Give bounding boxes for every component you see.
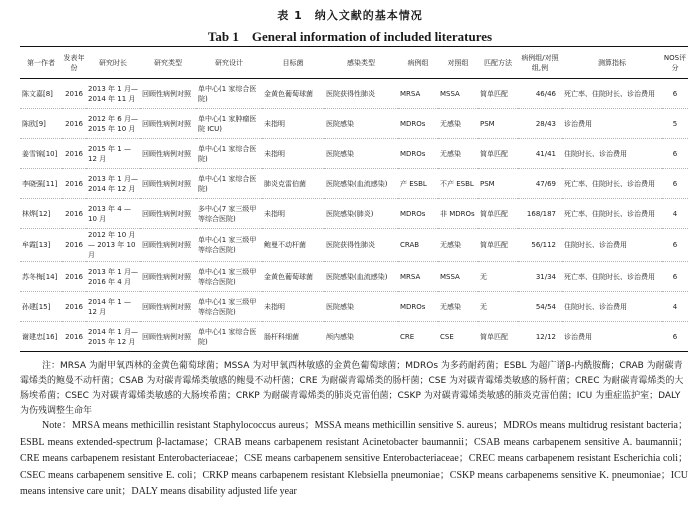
cell-study-type: 回顾性病例对照 — [140, 79, 196, 109]
cell-duration: 2014 年 1 — 12 月 — [86, 292, 140, 322]
table-row — [20, 169, 688, 199]
note-en-text: Note：MRSA means methicillin resistant Staphylococcus aureus；MSSA means methicillin sensitive S. aureus；MDROs means multidrug resistant bacteria；ESBL means extended-spectrum β-lactamase；CRAB means carbapenem resistant Acinetobacter baumannii；CSAB means carbapenem sensitive A. baumannii；CRE means carbapenem resistant Enterobacteriaceae；CSE means carbapenem sensitive Enterobacteriaceae；CREC means carbapenem resistant Escherichia coli；CSEC means carbapenem sensitive E. coli；CRKP means carbapenem resistant Klebsiella pneumoniae；CSKP means carbapenems sensitive K. pneumoniae；ICU means intensive care unit；DALY means disability adjusted life year — [20, 420, 688, 497]
cell-design: 单中心(1 家综合医院) — [196, 139, 262, 169]
header-infection-type: 感染类型 — [324, 47, 398, 79]
cell-author: 苏冬梅[14] — [20, 262, 62, 292]
cell-pathogen: 未指明 — [262, 199, 324, 229]
cell-matching: 简单匹配 — [478, 199, 518, 229]
cell-outcomes: 死亡率、住院时长、诊治费用 — [562, 79, 662, 109]
cell-infection-type: 医院感染 — [324, 292, 398, 322]
header-control-group: 对照组 — [438, 47, 478, 79]
cell-control-group: 无感染 — [438, 139, 478, 169]
table-row — [20, 79, 688, 109]
cell-matching: 无 — [478, 292, 518, 322]
cell-pathogen: 未指明 — [262, 139, 324, 169]
cell-year: 2016 — [62, 262, 86, 292]
cell-author: 谢建忠[16] — [20, 322, 62, 352]
cell-infection-type: 医院感染 — [324, 139, 398, 169]
cell-sample-size: 46/46 — [518, 79, 562, 109]
header-outcomes: 测算指标 — [562, 47, 662, 79]
cell-control-group: 无感染 — [438, 229, 478, 262]
header-nos-score: NOS评分 — [662, 47, 688, 79]
cell-year: 2016 — [62, 292, 86, 322]
cell-duration: 2013 年 1 月— 2014 年 12 月 — [86, 169, 140, 199]
cell-outcomes: 死亡率、住院时长、诊治费用 — [562, 262, 662, 292]
cell-year: 2016 — [62, 139, 86, 169]
table-header-row — [20, 47, 688, 79]
table-row — [20, 199, 688, 229]
cell-year: 2016 — [62, 322, 86, 352]
cell-sample-size: 54/54 — [518, 292, 562, 322]
cell-study-type: 回顾性病例对照 — [140, 262, 196, 292]
header-year: 发表年份 — [62, 47, 86, 79]
cell-year: 2016 — [62, 79, 86, 109]
cell-control-group: 不产 ESBL — [438, 169, 478, 199]
cell-duration: 2012 年 10 月— 2013 年 10 月 — [86, 229, 140, 262]
cell-control-group: MSSA — [438, 79, 478, 109]
cell-infection-type: 医院感染 — [324, 109, 398, 139]
cell-nos-score: 4 — [662, 199, 688, 229]
header-sample-size: 病例组/对照组,例 — [518, 47, 562, 79]
cell-sample-size: 47/69 — [518, 169, 562, 199]
cell-control-group: CSE — [438, 322, 478, 352]
cell-design: 单中心(1 家三级甲等综合医院) — [196, 229, 262, 262]
cell-study-type: 回顾性病例对照 — [140, 292, 196, 322]
cell-infection-type: 颅内感染 — [324, 322, 398, 352]
cell-matching: 无 — [478, 262, 518, 292]
cell-matching: 简单匹配 — [478, 139, 518, 169]
cell-design: 单中心(1 家三级甲等综合医院) — [196, 262, 262, 292]
cell-outcomes: 住院时长、诊治费用 — [562, 292, 662, 322]
cell-pathogen: 金黄色葡萄球菌 — [262, 79, 324, 109]
table-row — [20, 229, 688, 262]
table-row — [20, 322, 688, 352]
cell-outcomes: 死亡率、住院时长、诊治费用 — [562, 199, 662, 229]
cell-outcomes: 住院时长、诊治费用 — [562, 229, 662, 262]
cell-nos-score: 6 — [662, 139, 688, 169]
cell-pathogen: 未指明 — [262, 109, 324, 139]
cell-infection-type: 医院感染(肺炎) — [324, 199, 398, 229]
cell-case-group: MDROs — [398, 292, 438, 322]
cell-author: 牟霞[13] — [20, 229, 62, 262]
header-first-author: 第一作者 — [20, 47, 62, 79]
cell-matching: 简单匹配 — [478, 229, 518, 262]
cell-outcomes: 诊治费用 — [562, 322, 662, 352]
cell-study-type: 回顾性病例对照 — [140, 169, 196, 199]
cell-outcomes: 死亡率、住院时长、诊治费用 — [562, 169, 662, 199]
cell-matching: PSM — [478, 109, 518, 139]
cell-sample-size: 168/187 — [518, 199, 562, 229]
cell-year: 2016 — [62, 109, 86, 139]
cell-sample-size: 28/43 — [518, 109, 562, 139]
cell-nos-score: 6 — [662, 169, 688, 199]
cell-case-group: MRSA — [398, 262, 438, 292]
cell-design: 单中心(1 家综合医院) — [196, 322, 262, 352]
cell-nos-score: 6 — [662, 322, 688, 352]
cell-study-type: 回顾性病例对照 — [140, 322, 196, 352]
cell-design: 单中心(1 家三级甲等综合医院) — [196, 292, 262, 322]
cell-nos-score: 6 — [662, 262, 688, 292]
cell-infection-type: 医院感染(血流感染) — [324, 262, 398, 292]
cell-case-group: MDROs — [398, 109, 438, 139]
cell-duration: 2014 年 1 月— 2015 年 12 月 — [86, 322, 140, 352]
cell-duration: 2013 年 1 月— 2014 年 11 月 — [86, 79, 140, 109]
cell-study-type: 回顾性病例对照 — [140, 199, 196, 229]
cell-author: 陈文嘉[8] — [20, 79, 62, 109]
cell-control-group: 无感染 — [438, 109, 478, 139]
cell-author: 陈欧[9] — [20, 109, 62, 139]
cell-infection-type: 医院获得性肺炎 — [324, 229, 398, 262]
cell-case-group: MRSA — [398, 79, 438, 109]
cell-matching: PSM — [478, 169, 518, 199]
cell-study-type: 回顾性病例对照 — [140, 109, 196, 139]
cell-duration: 2013 年 1 月— 2016 年 4 月 — [86, 262, 140, 292]
cell-author: 姜雪锦[10] — [20, 139, 62, 169]
table-title-cn: 表 1 纳入文献的基本情况 — [277, 9, 423, 22]
cell-design: 单中心(1 家综合医院) — [196, 169, 262, 199]
cell-duration: 2012 年 6 月— 2015 年 10 月 — [86, 109, 140, 139]
header-case-group: 病例组 — [398, 47, 438, 79]
cell-infection-type: 医院获得性肺炎 — [324, 79, 398, 109]
header-design: 研究设计 — [196, 47, 262, 79]
cell-sample-size: 31/34 — [518, 262, 562, 292]
cell-matching: 简单匹配 — [478, 79, 518, 109]
table-row — [20, 262, 688, 292]
cell-duration: 2015 年 1 — 12 月 — [86, 139, 140, 169]
cell-pathogen: 肠杆科细菌 — [262, 322, 324, 352]
cell-year: 2016 — [62, 169, 86, 199]
table-row — [20, 139, 688, 169]
header-duration: 研究时长 — [86, 47, 140, 79]
included-literature-table — [20, 46, 688, 352]
cell-pathogen: 未指明 — [262, 292, 324, 322]
cell-sample-size: 41/41 — [518, 139, 562, 169]
cell-year: 2016 — [62, 199, 86, 229]
cell-sample-size: 12/12 — [518, 322, 562, 352]
cell-sample-size: 56/112 — [518, 229, 562, 262]
header-pathogen: 目标菌 — [262, 47, 324, 79]
table-note-cn — [20, 359, 688, 419]
cell-study-type: 回顾性病例对照 — [140, 229, 196, 262]
cell-nos-score: 5 — [662, 109, 688, 139]
cell-pathogen: 鲍曼不动杆菌 — [262, 229, 324, 262]
cell-design: 单中心(1 家肿瘤医院 ICU) — [196, 109, 262, 139]
cell-duration: 2013 年 4 — 10 月 — [86, 199, 140, 229]
table-title-en: Tab 1 General information of included literatures — [207, 29, 493, 44]
table-note-en — [20, 418, 688, 501]
cell-author: 林烨[12] — [20, 199, 62, 229]
cell-design: 单中心(1 家综合医院) — [196, 79, 262, 109]
cell-pathogen: 肺炎克雷伯菌 — [262, 169, 324, 199]
cell-author: 孙建[15] — [20, 292, 62, 322]
cell-control-group: 无感染 — [438, 292, 478, 322]
cell-study-type: 回顾性病例对照 — [140, 139, 196, 169]
cell-nos-score: 6 — [662, 79, 688, 109]
cell-control-group: 非 MDROs — [438, 199, 478, 229]
cell-author: 李晓强[11] — [20, 169, 62, 199]
cell-year: 2016 — [62, 229, 86, 262]
cell-matching: 简单匹配 — [478, 322, 518, 352]
cell-case-group: CRAB — [398, 229, 438, 262]
cell-case-group: MDROs — [398, 139, 438, 169]
cell-nos-score: 4 — [662, 292, 688, 322]
cell-design: 多中心(7 家三级甲等综合医院) — [196, 199, 262, 229]
table-row — [20, 292, 688, 322]
cell-outcomes: 诊治费用 — [562, 109, 662, 139]
note-cn-text: 注：MRSA 为耐甲氧西林的金黄色葡萄球菌；MSSA 为对甲氧西林敏感的金黄色葡萄球菌；MDROs 为多药耐药菌；ESBL 为超广谱β-内酰胺酶；CRAB 为耐碳青霉烯类的鲍曼不动杆菌；CSAB 为对碳青霉烯类敏感的鲍曼不动杆菌；CRE 为耐碳青霉烯类的肠杆菌；CSE 为对碳青霉烯类敏感的肠杆菌；CREC 为耐碳青霉烯类的大肠埃希菌；CSEC 为对碳青霉烯类敏感的大肠埃希菌；CRKP 为耐碳青霉烯类的肺炎克雷伯菌；CSKP 为对碳青霉烯类敏感的肺炎克雷伯菌；ICU 为重症监护室；DALY 为伤残调整生命年 — [20, 361, 684, 416]
cell-case-group: 产 ESBL — [398, 169, 438, 199]
table-row — [20, 109, 688, 139]
cell-outcomes: 住院时长、诊治费用 — [562, 139, 662, 169]
cell-nos-score: 6 — [662, 229, 688, 262]
cell-case-group: MDROs — [398, 199, 438, 229]
cell-pathogen: 金黄色葡萄球菌 — [262, 262, 324, 292]
header-study-type: 研究类型 — [140, 47, 196, 79]
cell-control-group: MSSA — [438, 262, 478, 292]
header-matching: 匹配方法 — [478, 47, 518, 79]
cell-case-group: CRE — [398, 322, 438, 352]
cell-infection-type: 医院感染(血流感染) — [324, 169, 398, 199]
